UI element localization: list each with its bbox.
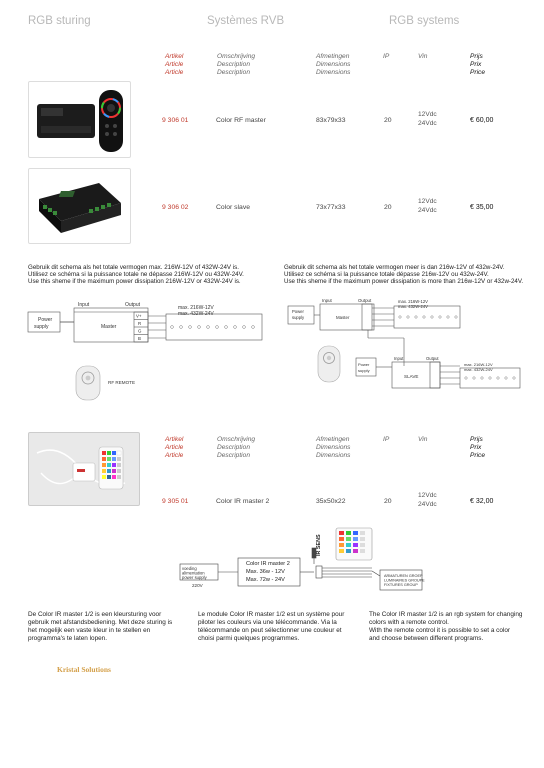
col-afmetingen: Afmetingen Dimensions Dimensions (316, 53, 351, 77)
product-code-2: 9 306 02 (162, 204, 189, 211)
col-artikel: Artikel Article Article (165, 53, 184, 77)
col-omschrijving-2: Omschrijving Description Description (217, 436, 256, 460)
product-vin-3: 12Vdc 24Vdc (418, 492, 437, 508)
d2-remote-icon (318, 346, 340, 382)
product-dim-3: 35x50x22 (316, 498, 346, 505)
product-image-rf-master (28, 81, 131, 158)
d1-max-2: max. 432W-24V (178, 311, 214, 317)
product-code-1: 9 306 01 (162, 117, 189, 124)
d1-input-label: Input (78, 302, 90, 308)
d2-power-4: supply (358, 368, 370, 373)
wiring-diagram-ir-master (176, 524, 426, 598)
product-dim-2: 73x77x33 (316, 204, 346, 211)
col-afmetingen-2: Afmetingen Dimensions Dimensions (316, 436, 351, 460)
product-image-color-slave (28, 168, 131, 244)
product-dim-1: 83x79x33 (316, 117, 346, 124)
col-ip-2: IP (383, 436, 390, 443)
ir-master-illustration (29, 433, 139, 505)
d2-slave-label: SLAVE (404, 374, 419, 379)
d3-fix-3: FIXTURES GROUP (384, 583, 418, 587)
d2-power-3: Power (358, 362, 370, 367)
d3-volt: 220V (192, 583, 203, 588)
product-image-ir-master (28, 432, 140, 506)
d3-feed-2: alimentation (182, 570, 205, 576)
d1-power-label-1: Power (38, 317, 53, 323)
d1-pin-b: B (138, 336, 141, 341)
footer-nl: De Color IR master 1/2 is een kleursturing voor gebruik met afstandsbediening. Met deze sturing is het mogelijk een vaste kleur in te stellen en programma's te laten lopen. (28, 611, 173, 642)
rf-remote-icon (76, 366, 100, 400)
product-ip-2: 20 (384, 204, 392, 211)
d3-ir-remote-icon (336, 528, 372, 560)
brand-logo-text: Kristal Solutions (57, 665, 111, 674)
d2-max-2: max. 432W-24V (398, 304, 428, 309)
col-vin-2: Vin (418, 436, 428, 443)
rf-master-illustration (29, 82, 130, 157)
d1-pin-r: R (138, 321, 142, 326)
product-desc-2: Color slave (216, 204, 250, 211)
col-prijs: Prijs Prix Price (470, 53, 486, 77)
product-code-3: 9 305 01 (162, 498, 189, 505)
product-ip-1: 20 (384, 117, 392, 124)
d2-power-supply-box-2 (356, 358, 376, 376)
d3-feed-1: voeding (182, 566, 197, 571)
d2-input-label: Input (322, 298, 332, 303)
d1-output-label: Output (125, 302, 141, 308)
product-price-1: € 60,00 (470, 117, 494, 124)
col-omschrijving: Omschrijving Description Description (217, 53, 256, 77)
color-slave-illustration (29, 169, 130, 243)
product-price-3: € 32,00 (470, 498, 494, 505)
product-price-2: € 35,00 (470, 204, 494, 211)
col-ip: IP (383, 53, 390, 60)
d3-fix-2: LUMINAIRES GROUPE (384, 578, 425, 583)
d1-pin-g: G (138, 328, 142, 334)
d2-power-1: Power (292, 309, 304, 314)
product-desc-3: Color IR master 2 (216, 498, 270, 505)
product-desc-1: Color RF master (216, 117, 266, 124)
note-right: Gebruik dit schema als het totale vermogen meer is dan 216w-12V of 432w-24V. Utilisez ce schéma si la puissance totale dépasse 216w-12V ou 432w-24V. Use this sheme if the maximum power dissipation is more than 216w-12V or 432w-24V. (284, 264, 524, 286)
d2-slave-input: Input (394, 356, 404, 361)
d3-fix-1: ARMATUREN GROEP (384, 574, 423, 578)
header-en: RGB systems (389, 15, 460, 27)
d2-led-strip-1 (394, 306, 460, 328)
col-vin: Vin (418, 53, 428, 60)
d1-pin-v: V+ (136, 313, 142, 319)
d1-master-label: Master (101, 324, 117, 330)
header-fr: Systèmes RVB (207, 15, 285, 27)
d2-max2-1: max. 216W-12V (464, 362, 493, 367)
product-vin-1: 12Vdc 24Vdc (418, 111, 437, 127)
d1-power-label-2: supply (34, 324, 49, 330)
d3-master-2: Max. 36w - 12V (246, 569, 285, 575)
wiring-diagram-slave (284, 296, 524, 406)
d2-slave-output: Output (426, 356, 439, 361)
product-ip-3: 20 (384, 498, 392, 505)
d3-ir-sens: IR SENS (316, 534, 322, 556)
col-prijs-2: Prijs Prix Price (470, 436, 486, 460)
d2-output-label: Output (358, 298, 372, 303)
d3-master-1: Color IR master 2 (246, 561, 290, 567)
wiring-diagram-master (26, 296, 266, 406)
d2-max-1: max. 216W-12V (398, 299, 428, 304)
d3-master-3: Max. 72w - 24V (246, 577, 285, 583)
d2-power-2: supply (292, 315, 305, 320)
d2-max2-2: max. 432W-24V (464, 367, 493, 372)
d1-remote-label: RF REMOTE (108, 380, 136, 385)
footer-fr: Le module Color IR master 1/2 est un système pour piloter les couleurs via une télécommande. Via la télécommande on peut sélectionner une couleur et choisi parmi quelques programmes. (198, 611, 345, 642)
d3-feed-3: power supply (182, 575, 207, 580)
col-artikel-2: Artikel Article Article (165, 436, 184, 460)
d1-max-1: max. 216W-12V (178, 305, 214, 311)
header-nl: RGB sturing (28, 15, 91, 27)
led-strip-1 (166, 314, 262, 340)
product-vin-2: 12Vdc 24Vdc (418, 198, 437, 214)
footer-en: The Color IR master 1/2 is an rgb system for changing colors with a remote control. With the remote control it is possible to set a color and choose between different programs. (369, 611, 523, 642)
note-left: Gebruik dit schema als het totale vermogen max. 216W-12V of 432W-24V is. Utilisez ce schéma si la puissance totale ne dépasse 216W-12V ou 432W-24V. Use this sheme if the maximum power dissipation 216W-12V or 432W-24V is. (28, 264, 244, 286)
d2-master-label: Master (336, 315, 350, 320)
